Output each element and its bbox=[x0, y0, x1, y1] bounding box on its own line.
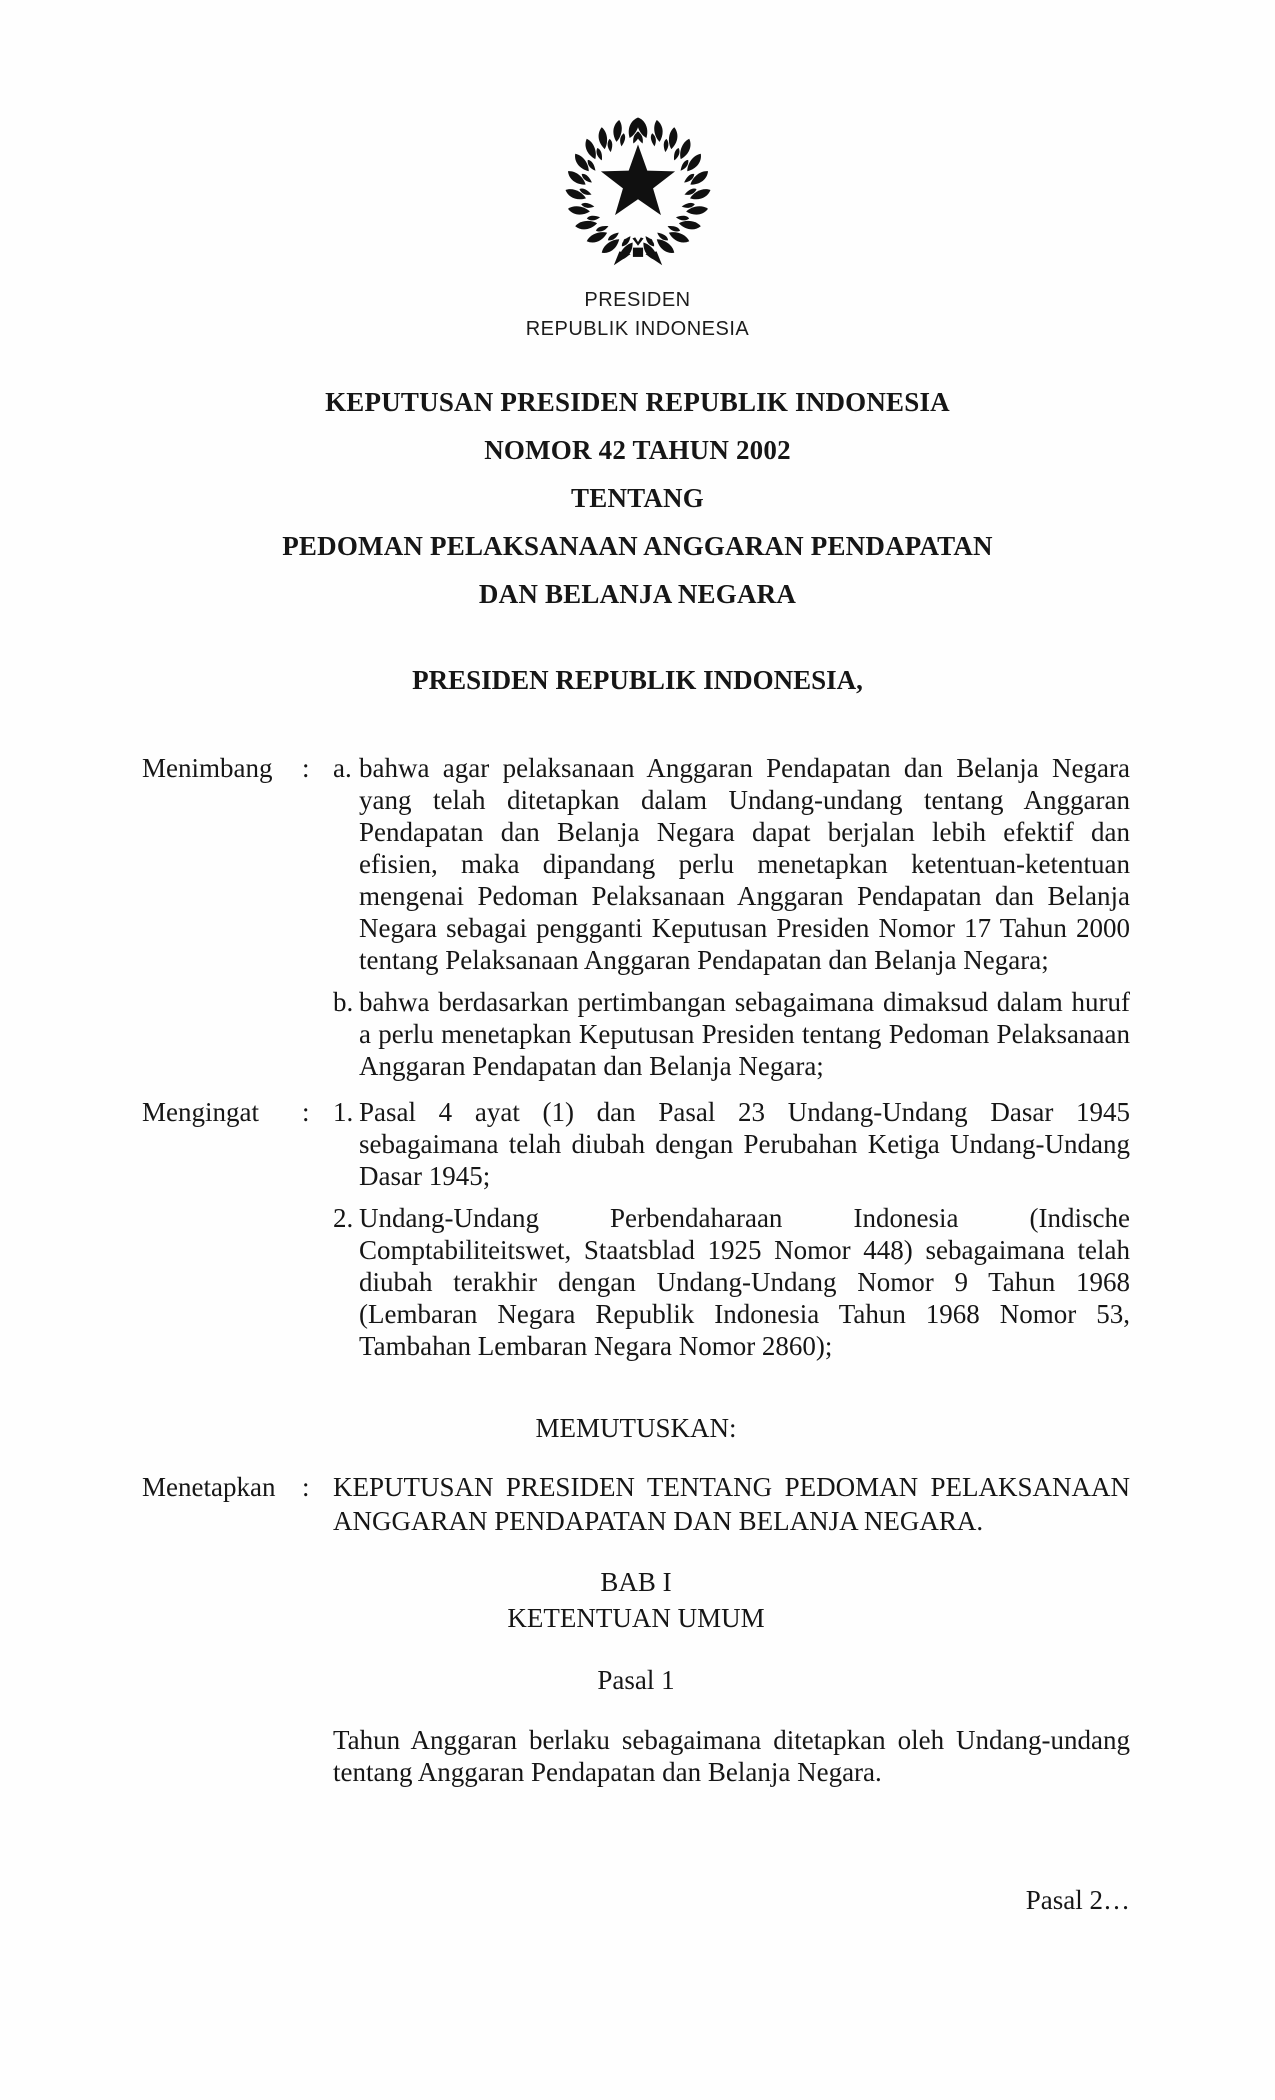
chapter-heading bbox=[142, 1564, 1130, 1636]
clause-menimbang-separator: : bbox=[302, 753, 310, 783]
article-heading: Pasal 1 bbox=[597, 1665, 675, 1695]
document-title bbox=[0, 378, 1275, 618]
title-line-decree: KEPUTUSAN PRESIDEN REPUBLIK INDONESIA bbox=[325, 387, 950, 417]
clause-mengingat-separator: : bbox=[302, 1097, 310, 1127]
clause-menetapkan bbox=[142, 1470, 1130, 1538]
clause-mengingat bbox=[142, 1096, 1130, 1362]
item-marker: 2. bbox=[333, 1203, 354, 1233]
title-line-subject-1: PEDOMAN PELAKSANAAN ANGGARAN PENDAPATAN bbox=[282, 531, 993, 561]
item-text: bahwa agar pelaksanaan Anggaran Pendapatan dan Belanja Negara yang telah ditetapkan dalam Undang-undang tentang Anggaran Pendapatan dan Belanja Negara dapat berjalan lebih efektif dan efisien, maka dipandang perlu menetapkan ketentuan-ketentuan mengenai Pedoman Pelaksanaan Anggaran Pendapatan dan Belanja Negara sebagai pengganti Keputusan Presiden Nomor 17 Tahun 2000 tentang Pelaksanaan Anggaran Pendapatan dan Belanja Negara; bbox=[359, 753, 1130, 975]
title-line-subject-2: DAN BELANJA NEGARA bbox=[478, 579, 797, 609]
consideration-item-a bbox=[333, 752, 1130, 976]
title-line-number: NOMOR 42 TAHUN 2002 bbox=[484, 435, 791, 465]
page-catchword: Pasal 2… bbox=[1025, 1885, 1130, 1915]
item-text: Pasal 4 ayat (1) dan Pasal 23 Undang-Undang Dasar 1945 sebagaimana telah diubah dengan Perubahan Ketiga Undang-Undang Dasar 1945; bbox=[359, 1097, 1130, 1191]
chapter-number: BAB I bbox=[600, 1567, 672, 1597]
chapter-title: KETENTUAN UMUM bbox=[507, 1603, 765, 1633]
item-text: Undang-Undang Perbendaharaan Indonesia (Indische Comptabiliteitswet, Staatsblad 1925 Nomor 448) sebagaimana telah diubah terakhir dengan Undang-Undang Nomor 9 Tahun 1968 (Lembaran Negara Republik Indonesia Tahun 1968 Nomor 53, Tambahan Lembaran Negara Nomor 2860); bbox=[359, 1203, 1130, 1361]
star-icon bbox=[600, 144, 674, 215]
memutuskan-heading: MEMUTUSKAN: bbox=[535, 1413, 737, 1443]
clause-mengingat-label: Mengingat bbox=[142, 1097, 259, 1127]
mengingat-items bbox=[333, 1096, 1130, 1362]
agency-name-line2: REPUBLIK INDONESIA bbox=[525, 318, 750, 340]
item-marker: b. bbox=[333, 987, 354, 1017]
title-line-tentang: TENTANG bbox=[571, 483, 704, 513]
letterhead bbox=[0, 0, 1275, 344]
clause-menimbang-label: Menimbang bbox=[142, 753, 273, 783]
article-text: Tahun Anggaran berlaku sebagaimana ditetapkan oleh Undang-undang tentang Anggaran Pendapatan dan Belanja Negara. bbox=[333, 1725, 1130, 1787]
clause-menimbang bbox=[142, 752, 1130, 1082]
clause-menetapkan-separator: : bbox=[302, 1472, 310, 1502]
preamble-heading: PRESIDEN REPUBLIK INDONESIA, bbox=[412, 665, 863, 695]
item-marker: a. bbox=[333, 753, 352, 783]
menimbang-items bbox=[333, 752, 1130, 1082]
clause-menetapkan-label: Menetapkan bbox=[142, 1472, 276, 1502]
consideration-item-b bbox=[333, 986, 1130, 1082]
agency-name-line1: PRESIDEN bbox=[584, 289, 691, 311]
item-text: bahwa berdasarkan pertimbangan sebagaimana dimaksud dalam huruf a perlu menetapkan Keputusan Presiden tentang Pedoman Pelaksanaan Anggaran Pendapatan dan Belanja Negara; bbox=[359, 987, 1130, 1081]
presidential-seal-icon bbox=[559, 108, 717, 272]
menetapkan-text: KEPUTUSAN PRESIDEN TENTANG PEDOMAN PELAKSANAAN ANGGARAN PENDAPATAN DAN BELANJA NEGARA. bbox=[333, 1472, 1130, 1536]
ribbon-bow bbox=[613, 237, 661, 265]
document-body bbox=[0, 752, 1275, 1788]
legal-basis-item-1 bbox=[333, 1096, 1130, 1192]
item-marker: 1. bbox=[333, 1097, 354, 1127]
legal-basis-item-2 bbox=[333, 1202, 1130, 1362]
